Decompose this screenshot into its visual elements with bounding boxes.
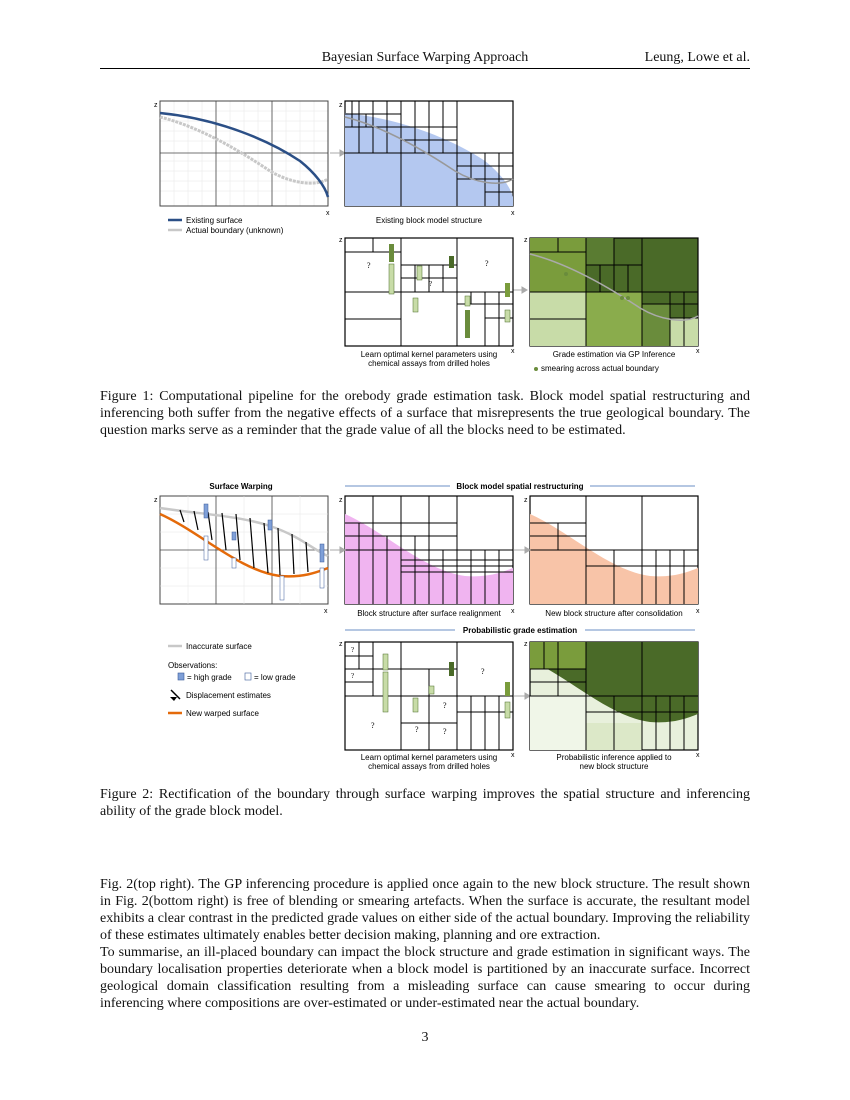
- header-rule: [100, 68, 750, 69]
- fig2-legend: [168, 642, 296, 718]
- legend-low-grade: = low grade: [254, 673, 296, 682]
- fig1-grade-panel: [524, 237, 700, 373]
- axis-label-x: x: [696, 608, 700, 615]
- label-realign: Block structure after surface realignment: [357, 609, 501, 618]
- figure-1-caption: Figure 1: Computational pipeline for the orebody grade estimation task. Block model spatial restructuring and inferencing both suffer from the negative effects of a surface that misrepresents the true geological boundary. The question marks serve as a reminder that the grade value of all the blocks need to be estimated.: [100, 389, 750, 438]
- legend-actual-boundary: Actual boundary (unknown): [186, 226, 284, 235]
- label-consolidation: New block structure after consolidation: [545, 609, 683, 618]
- title-block-restructuring: Block model spatial restructuring: [456, 482, 584, 491]
- running-title: Bayesian Surface Warping Approach: [321, 50, 529, 65]
- axis-label-z: z: [524, 497, 528, 504]
- fig1-block-model-panel: [339, 101, 515, 225]
- legend-inaccurate-surface: Inaccurate surface: [186, 642, 252, 651]
- running-authors: Leung, Lowe et al.: [644, 50, 750, 65]
- question-mark: ?: [485, 259, 489, 268]
- question-mark: ?: [415, 725, 419, 734]
- figure-2-caption: Figure 2: Rectification of the boundary through surface warping improves the spatial structure and inferencing ability of the grade block model.: [100, 787, 750, 819]
- legend-existing-surface: Existing surface: [186, 216, 243, 225]
- axis-label-x: x: [326, 210, 330, 217]
- question-mark: ?: [367, 261, 371, 270]
- axis-label-z: z: [339, 102, 343, 109]
- question-mark: ?: [351, 672, 355, 680]
- label-grade-line-1: Grade estimation via GP Inference: [552, 350, 676, 359]
- title-surface-warping: Surface Warping: [209, 482, 273, 491]
- page-number: 3: [421, 1030, 429, 1045]
- legend-high-grade: = high grade: [187, 673, 232, 682]
- label-grade-line-2: smearing across actual boundary: [541, 364, 659, 373]
- axis-label-z: z: [154, 497, 158, 504]
- probabilistic-title-rule: [345, 626, 695, 635]
- axis-label-z: z: [524, 237, 528, 244]
- title-probabilistic-grade: Probabilistic grade estimation: [462, 626, 578, 635]
- label-learn-line-2: chemical assays from drilled holes: [368, 359, 490, 368]
- legend-observations: Observations:: [168, 661, 218, 670]
- axis-label-x: x: [324, 608, 328, 615]
- question-mark: ?: [429, 280, 433, 288]
- fig2-warping-panel: [154, 496, 328, 615]
- figure-1: [100, 95, 750, 380]
- label-prob-line-2: new block structure: [579, 762, 649, 771]
- fig2-learn-panel: [339, 641, 515, 771]
- label-learn-line-2: chemical assays from drilled holes: [368, 762, 490, 771]
- axis-label-z: z: [339, 497, 343, 504]
- question-mark: ?: [481, 667, 485, 676]
- axis-label-z: z: [339, 237, 343, 244]
- axis-label-z: z: [154, 102, 158, 109]
- restructuring-title-rule: [345, 482, 695, 491]
- axis-label-z: z: [339, 641, 343, 648]
- axis-label-x: x: [511, 752, 515, 759]
- legend-displacement: Displacement estimates: [186, 691, 271, 700]
- fig1-learn-panel: [339, 237, 515, 368]
- axis-label-x: x: [696, 348, 700, 355]
- figure-2: [100, 478, 750, 778]
- legend-new-surface: New warped surface: [186, 709, 259, 718]
- body-paragraph-1: Fig. 2(top right). The GP inferencing procedure is applied once again to the new block structure. The result shown in Fig. 2(bottom right) is free of blending or smearing artefacts. When the surface is accurate, the resultant model exhibits a clear contrast in the predicted grade values on either side of the actual boundary. Improving the reliability of these estimates ultimately enables better decision making, planning and ore extraction.: [100, 877, 750, 943]
- fig1-legend: [168, 216, 284, 235]
- axis-label-x: x: [696, 752, 700, 759]
- fig2-prob-panel: [524, 641, 700, 771]
- label-learn-line-1: Learn optimal kernel parameters using: [360, 350, 498, 359]
- fig1-surface-panel: [154, 101, 330, 217]
- label-prob-line-1: Probabilistic inference applied to: [556, 753, 672, 762]
- question-mark: ?: [351, 646, 355, 654]
- question-mark: ?: [371, 721, 375, 730]
- fig2-consolidation-panel: [524, 496, 700, 618]
- fig2-realign-panel: [339, 496, 515, 618]
- question-mark: ?: [443, 701, 447, 710]
- body-paragraph-2: To summarise, an ill-placed boundary can impact the block structure and grade estimation in significant ways. The boundary localisation properties deteriorate when a block model is partitioned by an inaccurate surface. Incorrect geological domain classification resulting from a misleading surface can cause smearing to occur during inferencing where compositions are over-estimated or under-estimated near the actual boundary.: [100, 945, 750, 1011]
- axis-label-x: x: [511, 608, 515, 615]
- label-learn-line-1: Learn optimal kernel parameters using: [360, 753, 498, 762]
- axis-label-x: x: [511, 348, 515, 355]
- axis-label-x: x: [511, 210, 515, 217]
- question-mark: ?: [443, 727, 447, 736]
- axis-label-z: z: [524, 641, 528, 648]
- label-block-structure: Existing block model structure: [375, 216, 483, 225]
